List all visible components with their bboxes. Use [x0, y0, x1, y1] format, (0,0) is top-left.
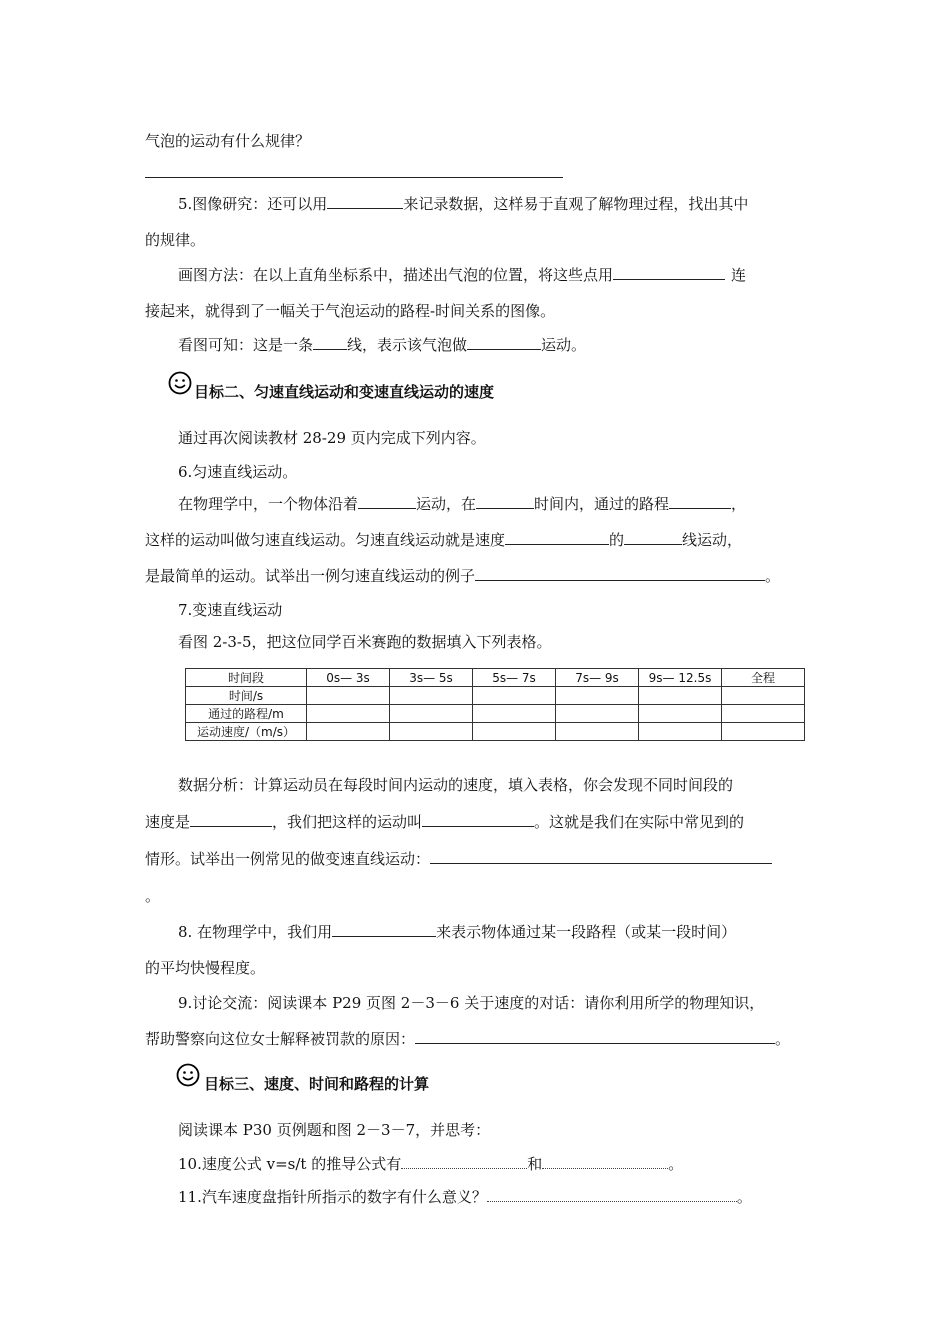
- question-7: 7.变速直线运动: [178, 601, 283, 619]
- section-intro: 阅读课本 P30 页例题和图 2－3－7，并思考：: [178, 1121, 491, 1139]
- q5-text-f: 接起来，就得到了一幅关于气泡运动的路程-时间关系的图像。: [145, 302, 556, 320]
- q6-text-a3: 时间内，通过的路程: [534, 495, 670, 513]
- blank[interactable]: [422, 812, 534, 827]
- blank[interactable]: [487, 1187, 737, 1202]
- blank[interactable]: [190, 812, 272, 827]
- q6-text-a4: ，: [731, 495, 747, 513]
- blank[interactable]: [669, 494, 731, 509]
- table-cell[interactable]: [390, 723, 473, 741]
- analysis-text-b2: ，我们把这样的运动叫: [272, 813, 423, 831]
- question-8: [178, 922, 736, 942]
- q6-text-b2: 的: [609, 531, 625, 549]
- q6-text-b3: 线运动，: [682, 531, 743, 549]
- table-cell[interactable]: [639, 687, 722, 705]
- analysis-line-b: [145, 812, 744, 832]
- blank[interactable]: [430, 849, 772, 864]
- q10-text-a: 10.速度公式 v=s/t 的推导公式有: [178, 1155, 402, 1173]
- analysis-text-b1: 速度是: [145, 813, 191, 831]
- table-header-cell: 0s— 3s: [307, 669, 390, 687]
- q10-text-c: 。: [668, 1155, 684, 1173]
- q6-line-c: [145, 566, 780, 586]
- table-cell[interactable]: [722, 687, 805, 705]
- question-6: 6.匀速直线运动。: [178, 463, 298, 481]
- q5-text-d: 画图方法：在以上直角坐标系中，描述出气泡的位置，将这些点用: [178, 266, 614, 284]
- table-header-cell: 3s— 5s: [390, 669, 473, 687]
- blank[interactable]: [624, 530, 682, 545]
- blank[interactable]: [476, 494, 534, 509]
- table-cell[interactable]: [473, 687, 556, 705]
- table-header-cell: 5s— 7s: [473, 669, 556, 687]
- table-cell[interactable]: [307, 705, 390, 723]
- q6-line-a: [178, 494, 746, 514]
- q6-text-a2: 运动，在: [416, 495, 477, 513]
- analysis-text: 数据分析：计算运动员在每段时间内运动的速度，填入表格，你会发现不同时间段的: [178, 776, 734, 794]
- q11-text-a: 11.汽车速度盘指针所指示的数字有什么意义？: [178, 1188, 487, 1206]
- question-10: [178, 1154, 683, 1174]
- data-table: [185, 668, 805, 741]
- q6-text-c2: 。: [765, 567, 781, 585]
- question-5: [178, 194, 748, 214]
- q8-text-b1: 的平均快慢程度。: [145, 959, 266, 977]
- question-11: [178, 1187, 752, 1207]
- blank[interactable]: [327, 194, 403, 209]
- table-cell[interactable]: [639, 723, 722, 741]
- blank[interactable]: [415, 1029, 775, 1044]
- q5-text-b: 来记录数据，这样易于直观了解物理过程，找出其中: [403, 195, 749, 213]
- table-header-cell: 9s— 12.5s: [639, 669, 722, 687]
- question-text: 气泡的运动有什么规律？: [145, 132, 311, 150]
- blank[interactable]: [332, 922, 436, 937]
- table-header-cell: 7s— 9s: [556, 669, 639, 687]
- q9-text-b1: 帮助警察向这位女士解释被罚款的原因：: [145, 1030, 416, 1048]
- blank[interactable]: [313, 335, 347, 350]
- section-heading-goal-3: 目标三、速度、时间和路程的计算: [204, 1075, 430, 1093]
- blank[interactable]: [505, 530, 609, 545]
- q5-line-g: [178, 335, 586, 355]
- table-cell[interactable]: [473, 723, 556, 741]
- analysis-text-d1: 。: [145, 887, 161, 905]
- q10-text-b: 和: [527, 1155, 543, 1173]
- blank[interactable]: [613, 265, 725, 280]
- table-row-label: 运动速度/（m/s）: [186, 723, 307, 741]
- q9-line-b: [145, 1029, 790, 1049]
- q6-line-b: [145, 530, 742, 550]
- table-cell[interactable]: [639, 705, 722, 723]
- q5-text-h: 线，表示该气泡做: [347, 336, 468, 354]
- q6-text-b1: 这样的运动叫做匀速直线运动。匀速直线运动就是速度: [145, 531, 506, 549]
- analysis-text-b3: 。这就是我们在实际中常见到的: [534, 813, 745, 831]
- table-cell[interactable]: [307, 687, 390, 705]
- q5-text-e: 连: [731, 266, 747, 284]
- q8-text-a2: 来表示物体通过某一段路程（或某一段时间）: [436, 923, 737, 941]
- blank[interactable]: [358, 494, 416, 509]
- blank[interactable]: [467, 335, 541, 350]
- table-cell[interactable]: [722, 705, 805, 723]
- q5-text-c: 的规律。: [145, 231, 206, 249]
- q11-text-b: 。: [736, 1188, 752, 1206]
- blank[interactable]: [401, 1154, 527, 1169]
- smiley-icon: [168, 371, 192, 395]
- smiley-icon: [176, 1063, 200, 1087]
- table-header-cell: 时间段: [186, 669, 307, 687]
- analysis-line-c: [145, 849, 772, 869]
- table-cell[interactable]: [556, 687, 639, 705]
- table-row-label: 通过的路程/m: [186, 705, 307, 723]
- q7-instruction: 看图 2-3-5，把这位同学百米赛跑的数据填入下列表格。: [178, 633, 552, 651]
- table-header-row: [186, 669, 805, 687]
- section-intro: 通过再次阅读教材 28-29 页内完成下列内容。: [178, 429, 486, 447]
- q6-text-a1: 在物理学中，一个物体沿着: [178, 495, 359, 513]
- q5-line-d: [178, 265, 746, 285]
- question-9: 9.讨论交流：阅读课本 P29 页图 2－3－6 关于速度的对话：请你利用所学的物理知识，: [178, 994, 765, 1012]
- table-row: [186, 705, 805, 723]
- q8-text-a1: 8. 在物理学中，我们用: [178, 923, 333, 941]
- table-row: [186, 687, 805, 705]
- table-cell[interactable]: [722, 723, 805, 741]
- q6-text-c1: 是最简单的运动。试举出一例匀速直线运动的例子: [145, 567, 476, 585]
- table-header-cell: 全程: [722, 669, 805, 687]
- table-row-label: 时间/s: [186, 687, 307, 705]
- q9-text-b2: 。: [775, 1030, 791, 1048]
- q5-text-i: 运动。: [541, 336, 587, 354]
- q5-text-g: 看图可知：这是一条: [178, 336, 314, 354]
- blank[interactable]: [542, 1154, 668, 1169]
- answer-line[interactable]: [145, 177, 563, 178]
- analysis-text-c1: 情形。试举出一例常见的做变速直线运动：: [145, 850, 431, 868]
- table-cell[interactable]: [556, 705, 639, 723]
- section-heading-goal-2: 目标二、匀速直线运动和变速直线运动的速度: [194, 383, 495, 401]
- table-cell[interactable]: [307, 723, 390, 741]
- table-cell[interactable]: [390, 705, 473, 723]
- table-row: [186, 723, 805, 741]
- table-cell[interactable]: [390, 687, 473, 705]
- blank[interactable]: [475, 566, 765, 581]
- table-cell[interactable]: [556, 723, 639, 741]
- table-cell[interactable]: [473, 705, 556, 723]
- q5-text-a: 5.图像研究：还可以用: [178, 195, 328, 213]
